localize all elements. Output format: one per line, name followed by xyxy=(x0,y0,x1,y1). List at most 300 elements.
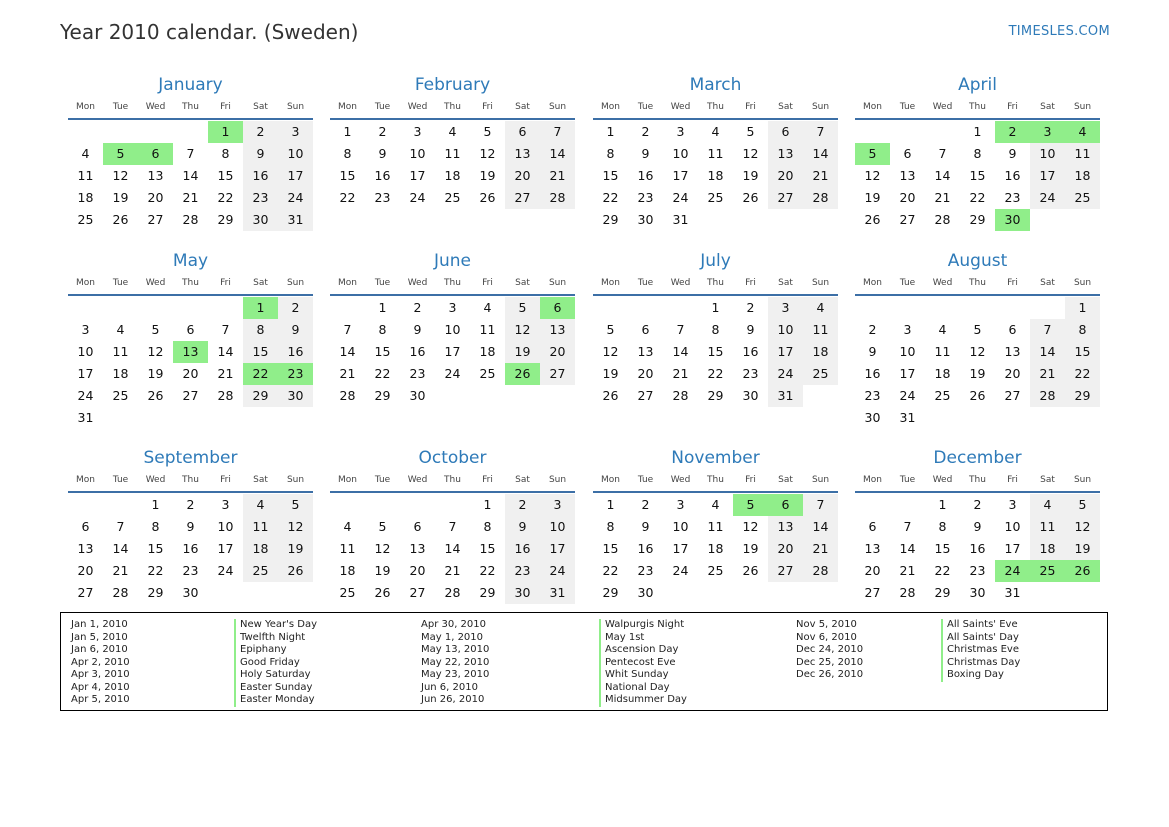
day-cell: 30 xyxy=(995,209,1030,231)
week-row xyxy=(855,538,1100,560)
month-name: June xyxy=(433,251,472,271)
header-rule xyxy=(68,118,313,120)
day-cell: 22 xyxy=(1065,363,1100,385)
week-row xyxy=(593,538,838,560)
day-cell: 17 xyxy=(278,165,313,187)
day-cell: 26 xyxy=(864,212,881,227)
day-cell: 25 xyxy=(77,212,94,227)
empty-day-cell xyxy=(173,407,208,429)
week-row xyxy=(593,187,838,209)
empty-day-cell xyxy=(470,385,505,407)
day-cell: 11 xyxy=(1065,143,1100,165)
weekday-label: Tue xyxy=(112,102,129,112)
week-row xyxy=(593,165,838,187)
weekday-label: Wed xyxy=(670,102,691,112)
day-cell: 28 xyxy=(444,585,461,600)
day-cell: 16 xyxy=(1004,168,1021,183)
day-cell: 2 xyxy=(278,297,313,319)
day-cell: 24 xyxy=(995,560,1030,582)
week-row xyxy=(330,319,575,341)
day-cell: 18 xyxy=(707,541,724,556)
day-cell: 1 xyxy=(343,124,352,139)
weekday-label: Fri xyxy=(220,102,231,112)
day-cell: 11 xyxy=(444,146,461,161)
holiday-name: All Saints' Day xyxy=(941,632,1020,645)
week-row xyxy=(330,121,575,143)
day-cell: 27 xyxy=(864,585,881,600)
empty-day-cell xyxy=(68,121,103,143)
day-cell: 19 xyxy=(1065,538,1100,560)
day-cell: 7 xyxy=(676,322,685,337)
weekday-label: Mon xyxy=(863,278,882,288)
week-row xyxy=(593,385,838,407)
empty-day-cell xyxy=(330,494,365,516)
empty-day-cell xyxy=(138,297,173,319)
day-cell: 28 xyxy=(803,187,838,209)
day-cell: 11 xyxy=(479,322,496,337)
day-cell: 12 xyxy=(742,146,759,161)
empty-day-cell xyxy=(890,121,925,143)
empty-day-cell xyxy=(1065,582,1100,604)
day-cell: 29 xyxy=(602,585,619,600)
empty-day-cell xyxy=(628,297,663,319)
day-cell: 6 xyxy=(1008,322,1017,337)
day-cell: 19 xyxy=(742,541,759,556)
day-cell: 21 xyxy=(803,165,838,187)
day-cell: 25 xyxy=(1065,187,1100,209)
day-cell: 3 xyxy=(448,300,457,315)
empty-day-cell xyxy=(855,297,890,319)
day-cell: 8 xyxy=(606,146,615,161)
day-cell: 4 xyxy=(448,124,457,139)
day-cell: 13 xyxy=(768,516,803,538)
day-cell: 26 xyxy=(742,563,759,578)
weekday-label: Fri xyxy=(1007,475,1018,485)
day-cell: 29 xyxy=(602,212,619,227)
day-cell: 17 xyxy=(444,344,461,359)
day-cell: 21 xyxy=(339,366,356,381)
weekday-label: Wed xyxy=(407,278,428,288)
month-february xyxy=(330,74,575,209)
day-cell: 15 xyxy=(217,168,234,183)
day-cell: 14 xyxy=(444,541,461,556)
holiday-name-column xyxy=(234,619,317,707)
month-name: December xyxy=(933,448,1022,468)
day-cell: 24 xyxy=(278,187,313,209)
weekday-label: Fri xyxy=(220,475,231,485)
day-cell: 16 xyxy=(505,538,540,560)
weekday-label: Thu xyxy=(444,475,461,485)
holiday-name: New Year's Day xyxy=(234,619,317,632)
day-cell: 26 xyxy=(742,190,759,205)
weekday-label: Mon xyxy=(863,475,882,485)
weekday-label: Sun xyxy=(286,102,305,112)
day-cell: 16 xyxy=(742,344,759,359)
day-cell: 1 xyxy=(973,124,982,139)
day-cell: 28 xyxy=(112,585,129,600)
weekday-label: Tue xyxy=(112,475,129,485)
week-row xyxy=(855,143,1100,165)
day-cell: 4 xyxy=(243,494,278,516)
weekday-header xyxy=(855,272,1100,294)
weekday-header xyxy=(68,96,313,118)
day-cell: 31 xyxy=(540,582,575,604)
day-cell: 6 xyxy=(505,121,540,143)
empty-day-cell xyxy=(103,407,138,429)
day-cell: 1 xyxy=(938,497,947,512)
day-cell: 27 xyxy=(768,560,803,582)
month-june xyxy=(330,250,575,407)
empty-day-cell xyxy=(1030,209,1065,231)
month-october xyxy=(330,447,575,604)
day-cell: 7 xyxy=(540,121,575,143)
empty-day-cell xyxy=(243,407,278,429)
holiday-name-column xyxy=(599,619,687,707)
weekday-label: Mon xyxy=(601,102,620,112)
week-row xyxy=(330,538,575,560)
holiday-name: Holy Saturday xyxy=(234,669,317,682)
day-cell: 10 xyxy=(444,322,461,337)
day-cell: 4 xyxy=(711,124,720,139)
empty-day-cell xyxy=(103,297,138,319)
day-cell: 24 xyxy=(77,388,94,403)
holiday-name: National Day xyxy=(599,682,687,695)
day-cell: 29 xyxy=(147,585,164,600)
week-row xyxy=(330,297,575,319)
day-cell: 15 xyxy=(243,341,278,363)
week-row xyxy=(68,319,313,341)
month-september xyxy=(68,447,313,604)
empty-day-cell xyxy=(68,494,103,516)
day-cell: 2 xyxy=(746,300,755,315)
empty-day-cell xyxy=(960,297,995,319)
holiday-date-column xyxy=(421,619,489,707)
day-cell: 27 xyxy=(77,585,94,600)
weekday-label: Sun xyxy=(548,278,567,288)
day-cell: 3 xyxy=(413,124,422,139)
day-cell: 10 xyxy=(899,344,916,359)
day-cell: 8 xyxy=(378,322,387,337)
holiday-name: Boxing Day xyxy=(941,669,1020,682)
day-cell: 3 xyxy=(903,322,912,337)
day-cell: 16 xyxy=(637,168,654,183)
day-cell: 23 xyxy=(637,563,654,578)
day-cell: 22 xyxy=(243,363,278,385)
day-cell: 28 xyxy=(1030,385,1065,407)
day-cell: 11 xyxy=(77,168,94,183)
empty-day-cell xyxy=(505,385,540,407)
weekday-label: Wed xyxy=(145,102,166,112)
day-cell: 2 xyxy=(505,494,540,516)
day-cell: 31 xyxy=(278,209,313,231)
day-cell: 3 xyxy=(221,497,230,512)
day-cell: 17 xyxy=(768,341,803,363)
holiday-date: Jan 5, 2010 xyxy=(71,631,128,643)
week-row xyxy=(855,385,1100,407)
day-cell: 30 xyxy=(969,585,986,600)
day-cell: 23 xyxy=(409,366,426,381)
week-row xyxy=(593,209,838,231)
day-cell: 14 xyxy=(1030,341,1065,363)
day-cell: 13 xyxy=(637,344,654,359)
holiday-date: Nov 5, 2010 xyxy=(796,619,857,630)
holiday-date: Dec 24, 2010 xyxy=(796,644,864,655)
week-row xyxy=(68,560,313,582)
holiday-name: Walpurgis Night xyxy=(599,619,687,632)
day-cell: 13 xyxy=(768,143,803,165)
day-cell: 9 xyxy=(868,344,877,359)
month-july xyxy=(593,250,838,407)
empty-day-cell xyxy=(173,121,208,143)
week-row xyxy=(593,363,838,385)
header-rule xyxy=(68,294,313,296)
day-cell: 4 xyxy=(81,146,90,161)
day-cell: 18 xyxy=(339,563,356,578)
day-cell: 24 xyxy=(768,363,803,385)
weekday-label: Tue xyxy=(899,475,916,485)
weekday-label: Fri xyxy=(745,475,756,485)
day-cell: 12 xyxy=(147,344,164,359)
weekday-label: Sat xyxy=(778,475,793,485)
day-cell: 4 xyxy=(711,497,720,512)
day-cell: 12 xyxy=(479,146,496,161)
week-row xyxy=(593,121,838,143)
day-cell: 23 xyxy=(1004,190,1021,205)
day-cell: 22 xyxy=(374,366,391,381)
day-cell: 26 xyxy=(112,212,129,227)
day-cell: 23 xyxy=(637,190,654,205)
weekday-label: Thu xyxy=(444,278,461,288)
day-cell: 8 xyxy=(151,519,160,534)
day-cell: 21 xyxy=(899,563,916,578)
day-cell: 8 xyxy=(711,322,720,337)
day-cell: 11 xyxy=(1030,516,1065,538)
holiday-name: May 1st xyxy=(599,632,687,645)
month-name: March xyxy=(689,75,742,95)
day-cell: 19 xyxy=(374,563,391,578)
header-rule xyxy=(855,118,1100,120)
day-cell: 17 xyxy=(77,366,94,381)
day-cell: 28 xyxy=(217,388,234,403)
empty-day-cell xyxy=(890,297,925,319)
empty-day-cell xyxy=(855,121,890,143)
week-row xyxy=(330,363,575,385)
weekday-label: Sun xyxy=(548,102,567,112)
empty-day-cell xyxy=(435,494,470,516)
day-cell: 4 xyxy=(116,322,125,337)
day-cell: 18 xyxy=(479,344,496,359)
weekday-header xyxy=(855,96,1100,118)
week-row xyxy=(68,582,313,604)
empty-day-cell xyxy=(103,494,138,516)
weekday-label: Sat xyxy=(778,102,793,112)
day-cell: 3 xyxy=(676,497,685,512)
header-rule xyxy=(330,294,575,296)
week-row xyxy=(68,407,313,429)
day-cell: 30 xyxy=(243,209,278,231)
holiday-date: May 13, 2010 xyxy=(421,644,490,655)
day-cell: 26 xyxy=(278,560,313,582)
day-cell: 10 xyxy=(217,519,234,534)
weekday-label: Wed xyxy=(932,278,953,288)
week-row xyxy=(330,165,575,187)
empty-day-cell xyxy=(540,385,575,407)
day-cell: 22 xyxy=(147,563,164,578)
day-cell: 18 xyxy=(112,366,129,381)
day-cell: 20 xyxy=(768,538,803,560)
empty-day-cell xyxy=(925,407,960,429)
weekday-label: Wed xyxy=(145,475,166,485)
empty-day-cell xyxy=(593,297,628,319)
day-cell: 11 xyxy=(934,344,951,359)
day-cell: 1 xyxy=(151,497,160,512)
day-cell: 15 xyxy=(374,344,391,359)
day-cell: 14 xyxy=(899,541,916,556)
day-cell: 26 xyxy=(374,585,391,600)
day-cell: 19 xyxy=(864,190,881,205)
day-cell: 17 xyxy=(899,366,916,381)
day-cell: 27 xyxy=(768,187,803,209)
day-cell: 23 xyxy=(182,563,199,578)
weekday-header xyxy=(593,469,838,491)
month-may xyxy=(68,250,313,429)
holiday-date: Apr 3, 2010 xyxy=(71,669,130,680)
weekday-label: Wed xyxy=(670,278,691,288)
month-name: January xyxy=(158,75,223,95)
weekday-label: Fri xyxy=(1007,278,1018,288)
day-cell: 25 xyxy=(339,585,356,600)
holiday-date: Apr 2, 2010 xyxy=(71,656,130,668)
page-title: Year 2010 calendar. (Sweden) xyxy=(60,20,359,44)
day-cell: 14 xyxy=(803,516,838,538)
months-grid xyxy=(68,74,1102,609)
day-cell: 25 xyxy=(934,388,951,403)
weekday-label: Sun xyxy=(1073,475,1092,485)
empty-day-cell xyxy=(995,407,1030,429)
day-cell: 13 xyxy=(899,168,916,183)
empty-day-cell xyxy=(663,297,698,319)
weekday-header xyxy=(68,272,313,294)
day-cell: 9 xyxy=(278,319,313,341)
day-cell: 17 xyxy=(1030,165,1065,187)
day-cell: 19 xyxy=(602,366,619,381)
empty-day-cell xyxy=(365,494,400,516)
weekday-label: Thu xyxy=(182,102,199,112)
day-cell: 18 xyxy=(707,168,724,183)
day-cell: 30 xyxy=(864,410,881,425)
day-cell: 26 xyxy=(1065,560,1100,582)
empty-day-cell xyxy=(208,297,243,319)
day-cell: 1 xyxy=(711,300,720,315)
day-cell: 9 xyxy=(641,519,650,534)
weekday-label: Sat xyxy=(253,475,268,485)
day-cell: 25 xyxy=(479,366,496,381)
week-row xyxy=(593,516,838,538)
day-cell: 12 xyxy=(1065,516,1100,538)
weekday-label: Sun xyxy=(286,278,305,288)
week-row xyxy=(68,385,313,407)
day-cell: 9 xyxy=(641,146,650,161)
empty-day-cell xyxy=(803,209,838,231)
week-row xyxy=(593,297,838,319)
day-cell: 18 xyxy=(243,538,278,560)
day-cell: 21 xyxy=(182,190,199,205)
empty-day-cell xyxy=(1030,407,1065,429)
day-cell: 22 xyxy=(969,190,986,205)
day-cell: 9 xyxy=(973,519,982,534)
site-brand-link[interactable]: TIMESLES.COM xyxy=(1008,24,1110,39)
day-cell: 28 xyxy=(899,585,916,600)
weekday-label: Mon xyxy=(863,102,882,112)
day-cell: 25 xyxy=(444,190,461,205)
day-cell: 16 xyxy=(374,168,391,183)
holiday-date: May 1, 2010 xyxy=(421,631,484,643)
day-cell: 14 xyxy=(803,143,838,165)
day-cell: 14 xyxy=(934,168,951,183)
day-cell: 13 xyxy=(409,541,426,556)
day-cell: 22 xyxy=(339,190,356,205)
empty-day-cell xyxy=(138,121,173,143)
day-cell: 6 xyxy=(768,494,803,516)
holiday-date: Apr 5, 2010 xyxy=(71,694,130,705)
day-cell: 8 xyxy=(973,146,982,161)
day-cell: 2 xyxy=(641,124,650,139)
day-cell: 13 xyxy=(505,143,540,165)
day-cell: 27 xyxy=(899,212,916,227)
day-cell: 17 xyxy=(672,541,689,556)
weekday-label: Tue xyxy=(637,475,654,485)
day-cell: 8 xyxy=(343,146,352,161)
day-cell: 31 xyxy=(1004,585,1021,600)
weekday-label: Tue xyxy=(637,278,654,288)
day-cell: 24 xyxy=(217,563,234,578)
day-cell: 19 xyxy=(969,366,986,381)
month-name: April xyxy=(958,75,997,95)
holiday-date: Jan 6, 2010 xyxy=(71,644,128,655)
day-cell: 11 xyxy=(803,319,838,341)
header-rule xyxy=(330,491,575,493)
day-cell: 7 xyxy=(803,121,838,143)
day-cell: 13 xyxy=(1004,344,1021,359)
weekday-label: Fri xyxy=(745,278,756,288)
day-cell: 18 xyxy=(444,168,461,183)
week-row xyxy=(68,209,313,231)
week-row xyxy=(855,297,1100,319)
holiday-name: Midsummer Day xyxy=(599,694,687,707)
day-cell: 21 xyxy=(934,190,951,205)
day-cell: 16 xyxy=(278,341,313,363)
day-cell: 29 xyxy=(1065,385,1100,407)
week-row xyxy=(593,560,838,582)
holiday-name: Epiphany xyxy=(234,644,317,657)
empty-day-cell xyxy=(278,582,313,604)
empty-day-cell xyxy=(103,121,138,143)
day-cell: 12 xyxy=(969,344,986,359)
day-cell: 27 xyxy=(147,212,164,227)
day-cell: 22 xyxy=(934,563,951,578)
day-cell: 22 xyxy=(707,366,724,381)
day-cell: 1 xyxy=(1065,297,1100,319)
day-cell: 12 xyxy=(505,319,540,341)
day-cell: 20 xyxy=(768,165,803,187)
weekday-header xyxy=(593,272,838,294)
day-cell: 2 xyxy=(186,497,195,512)
header-rule xyxy=(593,118,838,120)
day-cell: 7 xyxy=(343,322,352,337)
day-cell: 27 xyxy=(182,388,199,403)
week-row xyxy=(855,494,1100,516)
weekday-label: Thu xyxy=(444,102,461,112)
